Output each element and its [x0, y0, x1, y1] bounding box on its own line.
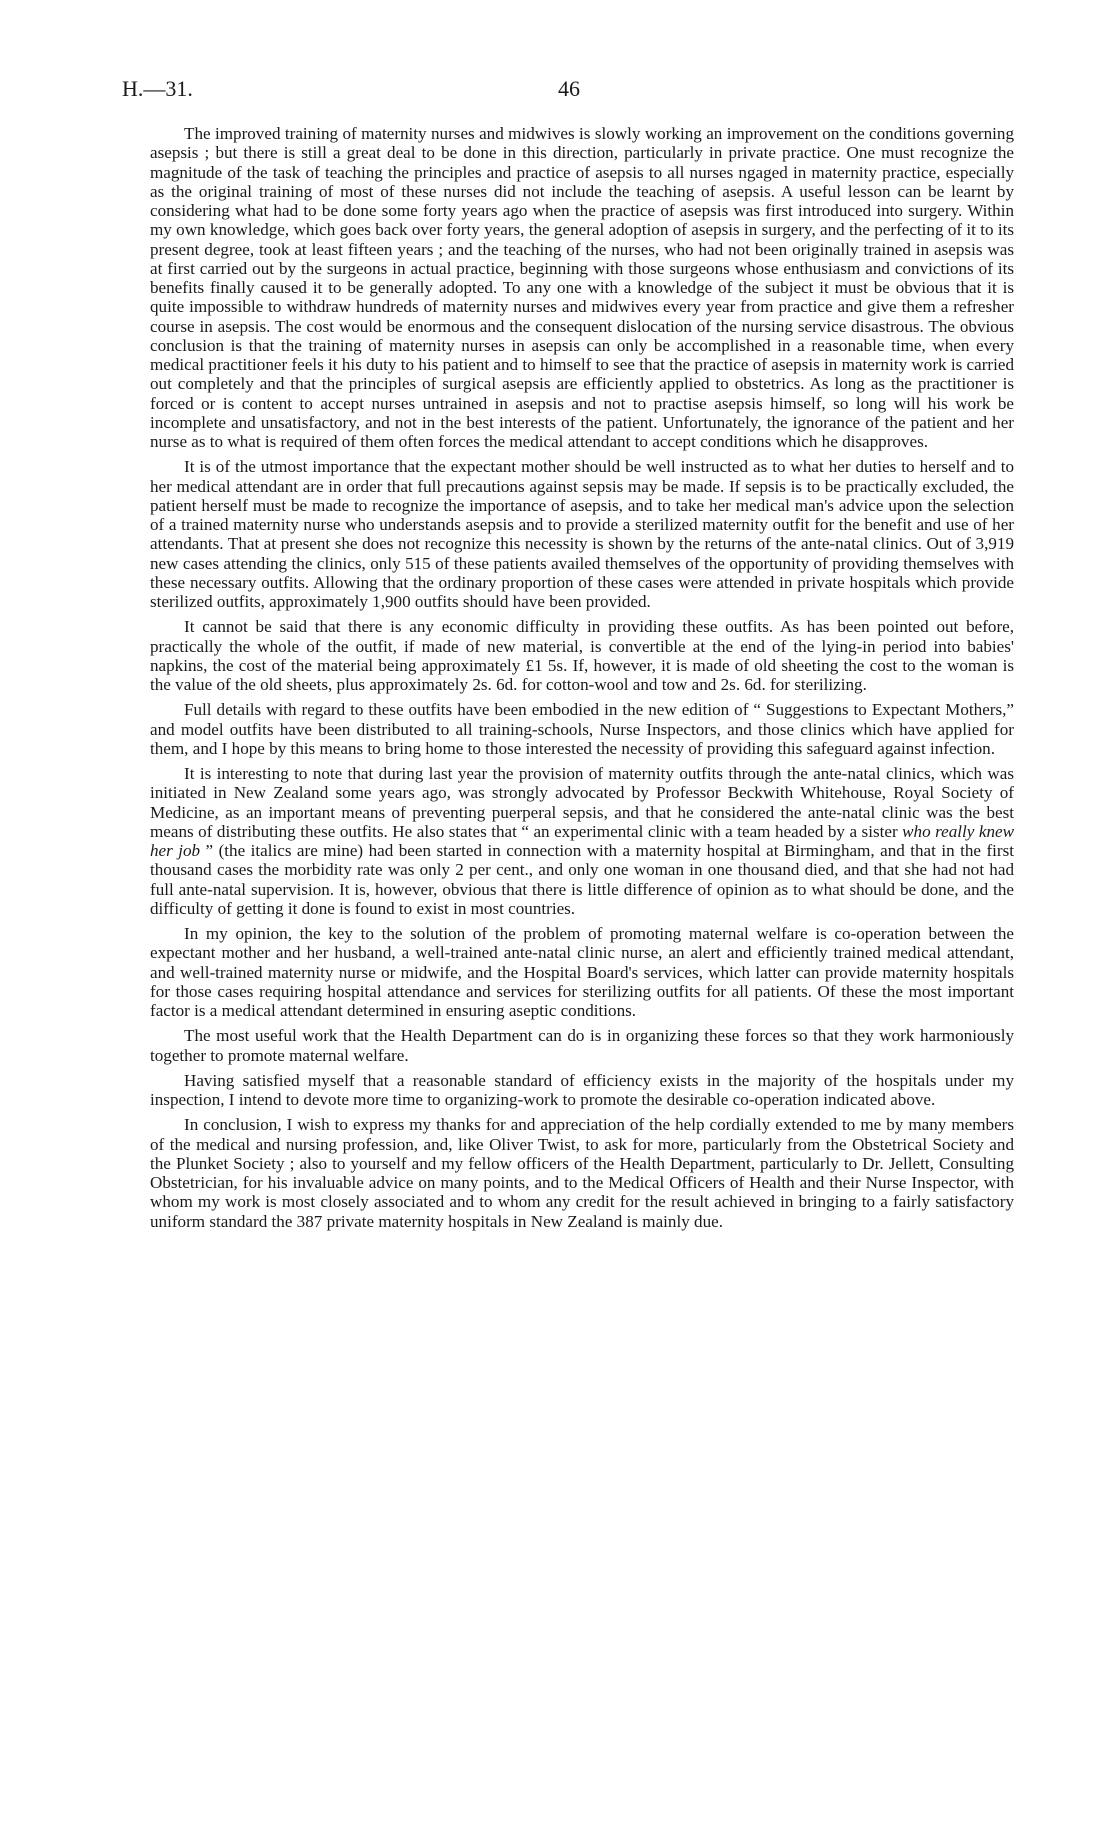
- page-header: [122, 76, 1018, 106]
- paragraph-asepsis-training: The improved training of maternity nurses and midwives is slowly working an improvement on the conditions governing asepsis ; but there is still a great deal to be done in this direction, particularly in private practice. One must recognize the magnitude of the task of teaching the principles and practice of asepsis to all nurses ngaged in maternity practice, especially as the original training of most of these nurses did not include the teaching of asepsis. A useful lesson can be learnt by considering what had to be done some forty years ago when the practice of asepsis was first introduced into surgery. Within my own knowledge, which goes back over forty years, the general adoption of asepsis in surgery, and the perfecting of it to its present degree, took at least fifteen years ; and the teaching of the nurses, who had not been originally trained in asepsis was at first carried out by the surgeons in actual practice, beginning with those surgeons whose enthusiasm and convictions of its benefits finally caused it to be generally adopted. To any one with a knowledge of the subject it must be obvious that it is quite impossible to withdraw hundreds of maternity nurses and midwives every year from practice and give them a refresher course in asepsis. The cost would be enormous and the consequent dislocation of the nursing service disastrous. The obvious conclusion is that the training of maternity nurses in asepsis can only be accomplished in a reasonable time, when every medical practitioner feels it his duty to his patient and to himself to see that the practice of asepsis in maternity work is carried out completely and that the principles of surgical asepsis are efficiently applied to obstetrics. As long as the practitioner is forced or is content to accept nurses untrained in asepsis and not to practise asepsis himself, so long will his work be incomplete and unsatisfactory, and not in the best interests of the patient. Unfortunately, the ignorance of the patient and her nurse as to what is required of them often forces the medical attendant to accept conditions which he disapproves.: [150, 124, 1014, 451]
- paragraph-whitehouse-advocacy: [150, 764, 1014, 918]
- italic-quote: who really knew her job: [150, 821, 1014, 860]
- paragraph-expectant-mother: It is of the utmost importance that the expectant mother should be well instructed as to what her duties to herself and to her medical attendant are in order that full precautions against sepsis may be made. If sepsis is to be practically excluded, the patient herself must be made to recognize the importance of asepsis, and to take her medical man's advice upon the selection of a trained maternity nurse who understands asepsis and to provide a sterilized maternity outfit for the benefit and use of her attendants. That at present she does not recognize this necessity is shown by the returns of the ante-natal clinics. Out of 3,919 new cases attending the clinics, only 515 of these patients availed themselves of the opportunity of providing themselves with these necessary outfits. Allowing that the ordinary proportion of these cases were attended in private hospitals which provide sterilized outfits, approximately 1,900 outfits should have been provided.: [150, 457, 1014, 611]
- paragraph-text: It is interesting to note that during last year the provision of maternity outfits through the ante-natal clinics, which was initiated in New Zealand some years ago, was strongly advocated by Professor Beckwith Whitehouse, Royal Society of Medicine, as an important means of preventing puerperal sepsis, and that he considered the ante-natal clinic was the best means of distributing these outfits. He also states that “ an experimental clinic with a team headed by a sister: [150, 764, 1014, 841]
- report-body: [150, 124, 1014, 1237]
- paragraph-organizing-work: Having satisfied myself that a reasonable standard of efficiency exists in the majority of the hospitals under my inspection, I intend to devote more time to organizing-work to promote the desirable co-operation indicated above.: [150, 1070, 1014, 1109]
- page-number: 46: [558, 76, 580, 101]
- paragraph-text: ” (the italics are mine) had been started in connection with a maternity hospital at Birmingham, and that in the first thousand cases the morbidity rate was only 2 per cent., and only one woman in one thousand died, and that she had not had full ante-natal supervision. It is, however, obvious that there is little difference of opinion as to what should be done, and the difficulty of getting it done is found to exist in most countries.: [150, 841, 1014, 918]
- report-reference: H.—31.: [122, 76, 193, 101]
- paragraph-outfit-cost: It cannot be said that there is any economic difficulty in providing these outfits. As has been pointed out before, practically the whole of the outfit, if made of new material, is convertible at the end of the lying-in period into babies' napkins, the cost of the material being approximately £1 5s. If, however, it is made of old sheeting the cost to the woman is the value of the old sheets, plus approximately 2s. 6d. for cotton-wool and tow and 2s. 6d. for sterilizing.: [150, 617, 1014, 694]
- paragraph-health-department: The most useful work that the Health Department can do is in organizing these forces so that they work harmoniously together to promote maternal welfare.: [150, 1026, 1014, 1065]
- paragraph-conclusion: In conclusion, I wish to express my thanks for and appreciation of the help cordially extended to me by many members of the medical and nursing profession, and, like Oliver Twist, to ask for more, particularly from the Obstetrical Society and the Plunket Society ; also to yourself and my fellow officers of the Health Department, particularly to Dr. Jellett, Consulting Obstetrician, for his invaluable advice on many points, and to the Medical Officers of Health and their Nurse Inspector, with whom my work is most closely associated and to whom any credit for the result achieved in bringing to a fairly satisfactory uniform standard the 387 private maternity hospitals in New Zealand is mainly due.: [150, 1115, 1014, 1231]
- paragraph-cooperation: In my opinion, the key to the solution of the problem of promoting maternal welfare is co-operation between the expectant mother and her husband, a well-trained ante-natal clinic nurse, an alert and efficiently trained medical attendant, and well-trained maternity nurse or midwife, and the Hospital Board's services, which latter can provide maternity hospitals for those cases requiring hospital attendance and services for sterilizing outfits for all patients. Of these the most important factor is a medical attendant determined in ensuring aseptic conditions.: [150, 924, 1014, 1020]
- paragraph-outfit-suggestions: Full details with regard to these outfits have been embodied in the new edition of “ Suggestions to Expectant Mothers,” and model outfits have been distributed to all training-schools, Nurse Inspectors, and those clinics which have applied for them, and I hope by this means to bring home to those interested the necessity of providing this safeguard against infection.: [150, 700, 1014, 758]
